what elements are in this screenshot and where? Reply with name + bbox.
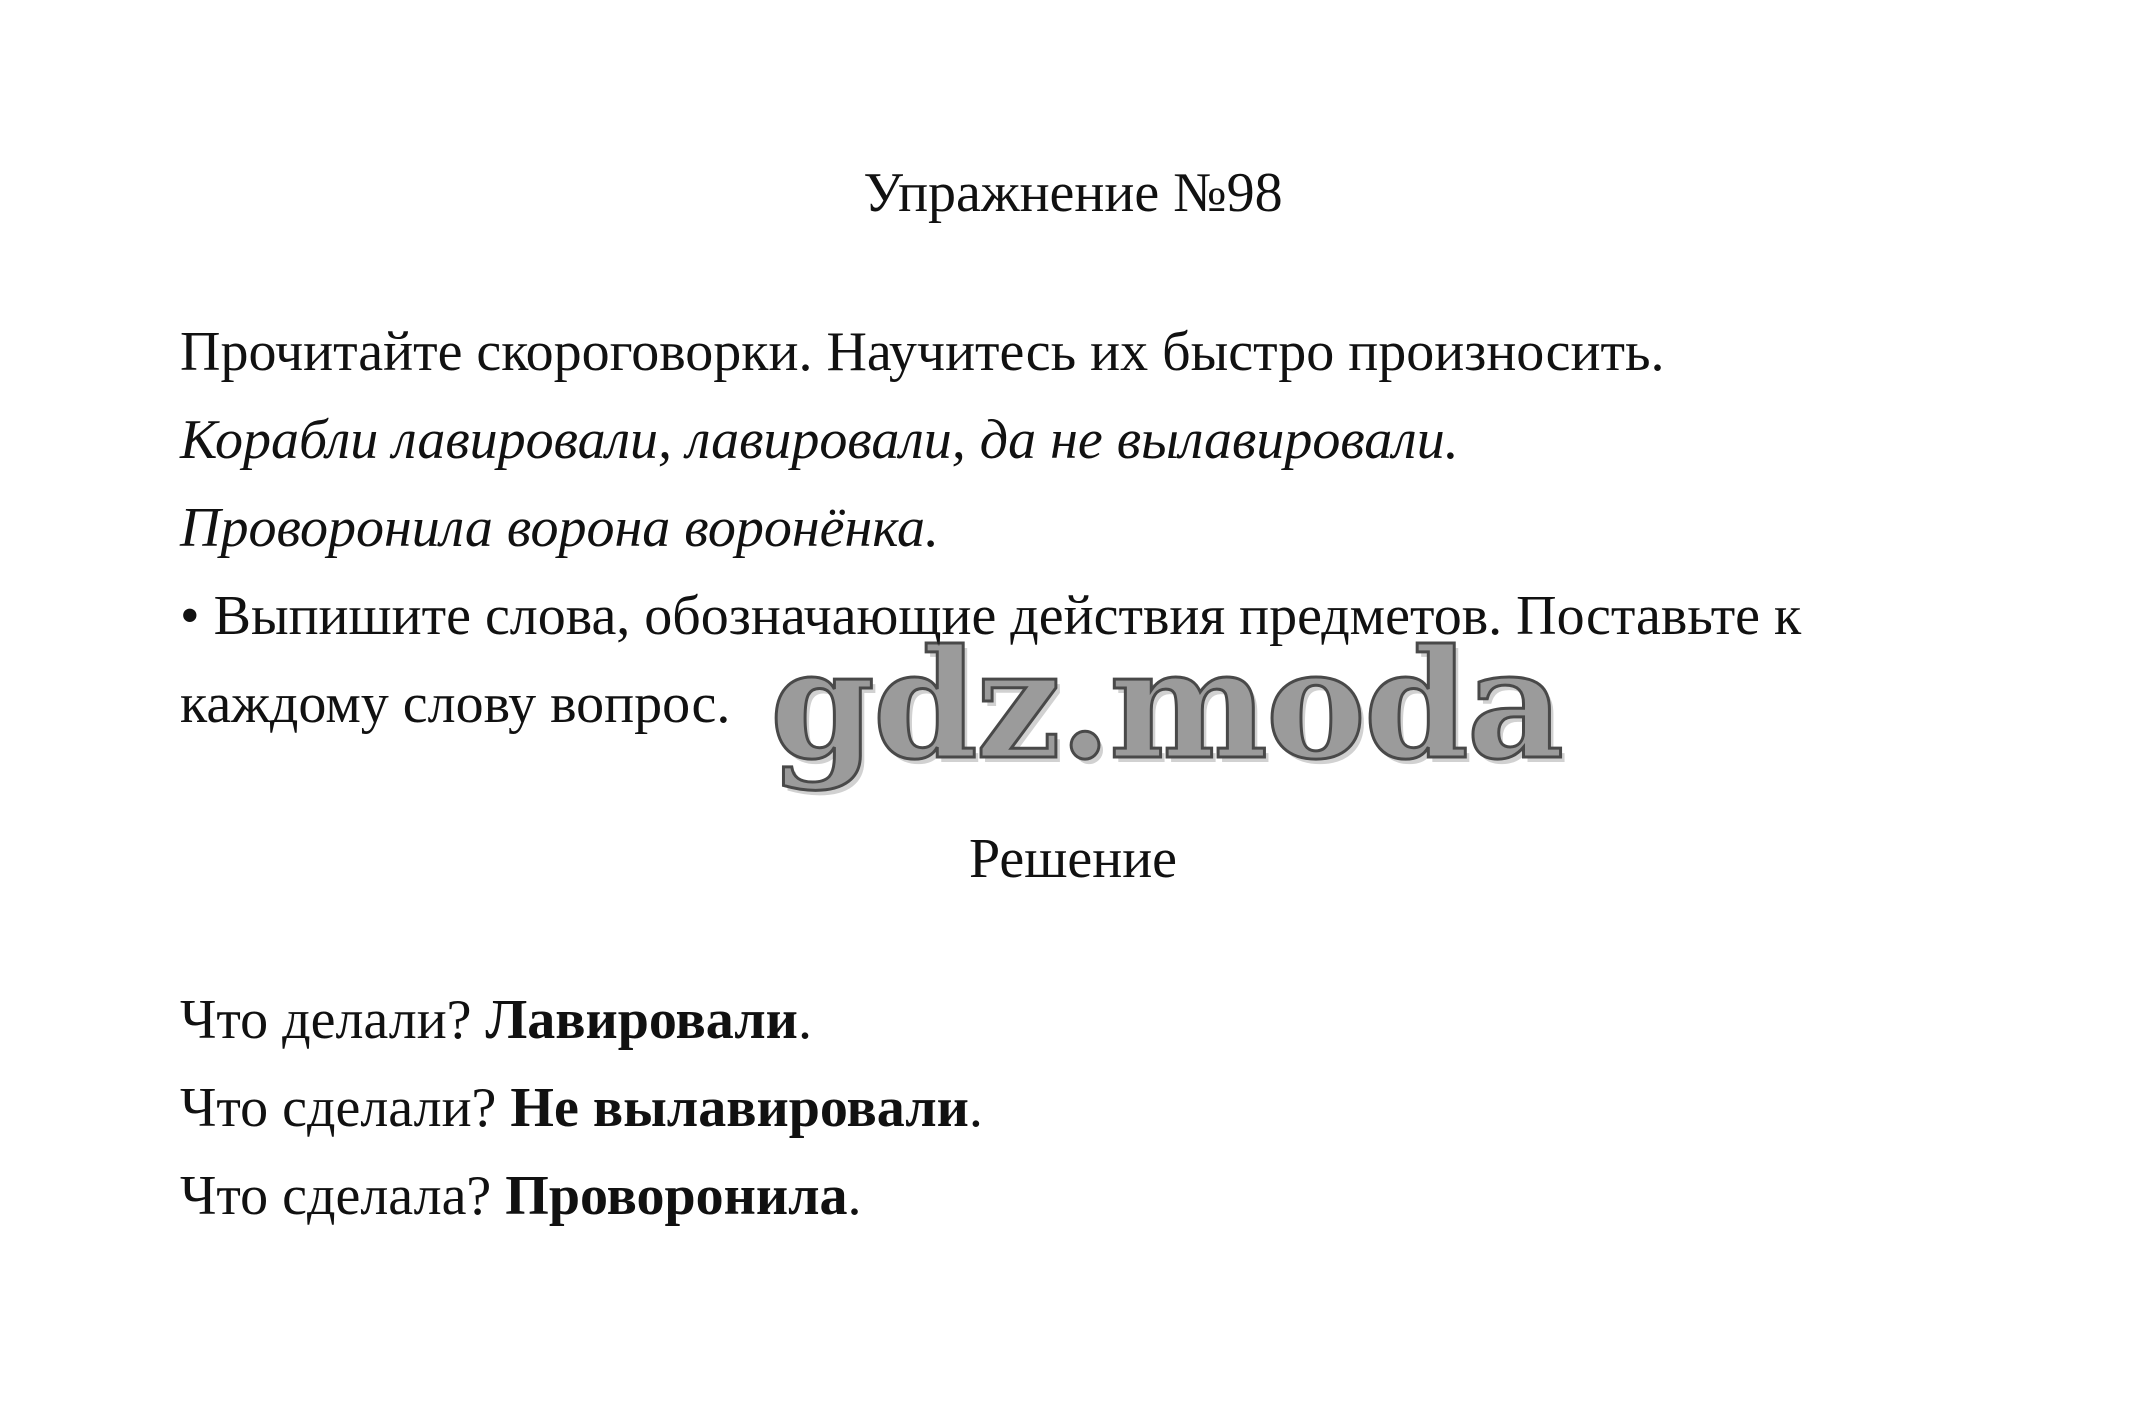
tongue-twister-1: Корабли лавировали, лавировали, да не вылавировали. — [180, 409, 1459, 471]
task-instruction: Прочитайте скороговорки. Научитесь их быстро произносить. — [180, 321, 1665, 383]
answer-word: Проворонила — [505, 1165, 848, 1227]
assignment-line-2: каждому слову вопрос. — [180, 673, 731, 735]
answer-period: . — [968, 1077, 983, 1139]
answer-question: Что сделали? — [180, 1077, 497, 1139]
assignment-line-1: • Выпишите слова, обозначающие действия предметов. Поставьте к — [180, 585, 1802, 647]
answer-line — [180, 1064, 2000, 1152]
answer-line — [180, 976, 2000, 1064]
answer-question: Что делали? — [180, 989, 472, 1051]
answers-block — [180, 976, 2000, 1240]
answer-period: . — [847, 1165, 862, 1227]
watermark-logo: gdz.moda — [770, 617, 1563, 793]
answer-question: Что сделала? — [180, 1165, 492, 1227]
solution-heading: Решение — [968, 828, 1178, 890]
tongue-twister-2: Проворонила ворона воронёнка. — [180, 497, 940, 559]
answer-line — [180, 1152, 2000, 1240]
answer-word: Не вылавировали — [510, 1077, 969, 1139]
exercise-title: Упражнение №98 — [863, 162, 1283, 224]
answer-word: Лавировали — [485, 989, 798, 1051]
answer-period: . — [797, 989, 812, 1051]
